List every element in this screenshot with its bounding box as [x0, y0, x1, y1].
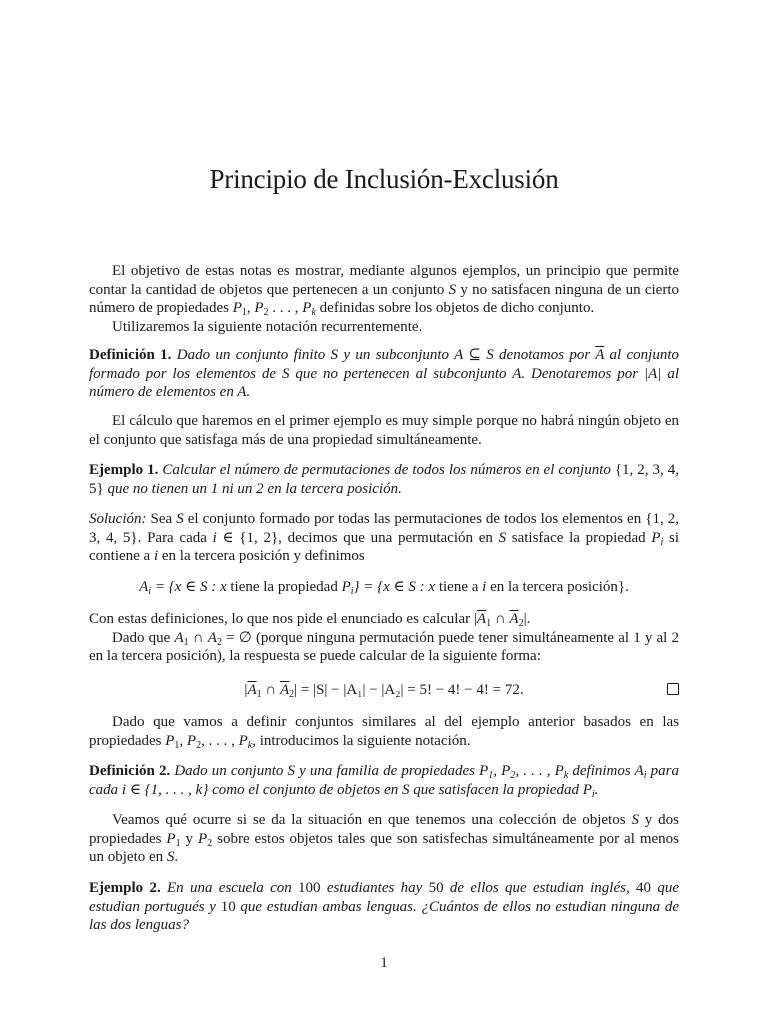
qed-square-icon	[667, 683, 679, 695]
intro-paragraph: El objetivo de estas notas es mostrar, mediante algunos ejemplos, un principio que permite contar la cantidad de objetos que pertenecen a un conjunto S y no satisfacen ninguna de un cierto número de propiedades $P_1$, $P_2$ . . . , $P_k$ definidas sobre los objetos de dicho conjunto.	[89, 263, 680, 319]
example-1-label: Ejemplo 1.	[89, 462, 159, 478]
paragraph-notation-intro: Dado que vamos a definir conjuntos similares al del ejemplo anterior basados en las propiedades $P_1$, $P_2$, . . . , $P_k$, introducimos la siguiente notación.	[89, 714, 679, 751]
document-title: Principio de Inclusión-Exclusión	[209, 164, 559, 195]
paragraph-first-example-intro: El cálculo que haremos en el primer ejemplo es muy simple porque no habrá ningún objeto en el conjunto que satisfaga más de una propiedad simultáneamente.	[89, 413, 679, 448]
example-2: Ejemplo 2. En una escuela con 100 estudiantes hay 50 de ellos que estudian inglés, 40 que estudian portugués y 10 que estudian ambas lenguas. ¿Cuántos de ellos no estudian ninguna de las dos lenguas?	[89, 880, 679, 934]
example-2-label: Ejemplo 2.	[89, 880, 161, 896]
definition-2: Definición 2. Dado un conjunto S y una familia de propiedades $P_1$, $P_2$, . . . , $P_k$ definimos $A_i$ para cada i ∈ {1, . . . , k} como el conjunto de objetos en S que satisfacen la propiedad $P_i$.	[89, 763, 679, 800]
example-1: Ejemplo 1. Calcular el número de permutaciones de todos los números en el conjunto {1, 2, 3, 4, 5} que no tienen un 1 ni un 2 en la tercera posición.	[89, 462, 680, 497]
intro-section	[89, 262, 679, 337]
intro-notation-line: Utilizaremos la siguiente notación recurrentemente.	[112, 319, 423, 336]
display-equation-1: $A_i = \{x$ ∈ S : x tiene la propiedad $P_i\} = \{x$ ∈ S : x tiene a i en la tercera posición}.	[139, 579, 629, 597]
paragraph-two-properties: Veamos qué ocurre si se da la situación en que tenemos una colección de objetos S y dos propiedades $P_1$ y $P_2$ sobre estos objetos tales que son satisfechas simultáneamente por al menos un objeto en S.	[89, 812, 679, 866]
display-equation-2: $|\overline{A}_1$ ∩ $\overline{A}_2| = |S| - |A_1| - |A_2| = 5$! − 4! − 4! = 72.	[89, 681, 679, 700]
definition-1: Definición 1. Dado un conjunto finito S y un subconjunto A ⊆ S denotamos por $\overline{A}$ al conjunto formado por los elementos de S que no pertenecen al subconjunto A. Denotaremos por |A| al número de elementos en A.	[89, 347, 679, 401]
solution-continued: Con estas definiciones, lo que nos pide el enunciado es calcular $|\overline{A}_1$ ∩ $\overline{A}_2|$. Dado que $A_1$ ∩ $A_2$ = ∅ (porque ninguna permutación puede tener simultáneamente al 1 y al 2 en la tercera posición), la respuesta se puede calcular de la siguiente forma:	[89, 611, 679, 665]
definition-1-label: Definición 1.	[89, 347, 172, 363]
solution-1: Solución: Sea S el conjunto formado por todas las permutaciones de todos los elementos en {1, 2, 3, 4, 5}. Para cada i ∈ {1, 2}, decimos que una permutación en S satisface la propiedad $P_i$ si contiene a i en la tercera posición y definimos	[89, 511, 679, 565]
page-number: 1	[380, 955, 388, 971]
definition-2-label: Definición 2.	[89, 763, 171, 779]
solution-label: Solución:	[89, 511, 147, 527]
